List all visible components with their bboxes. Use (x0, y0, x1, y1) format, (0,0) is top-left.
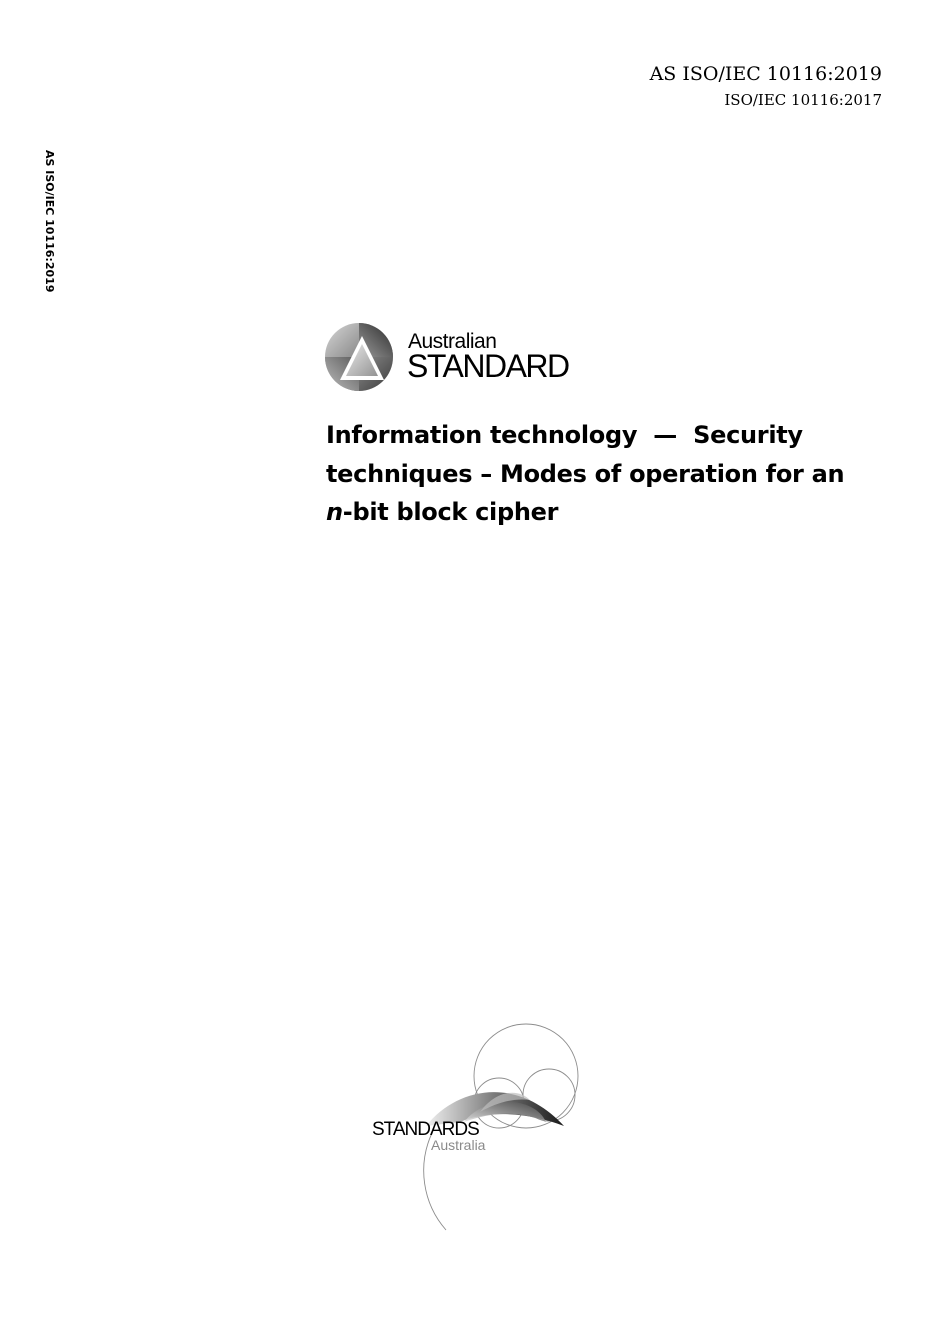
title-italic-n: n (326, 498, 343, 526)
title-line-3: -bit block cipher (342, 498, 559, 526)
logo-word-australian: Australian (408, 330, 497, 353)
standard-number: AS ISO/IEC 10116:2019 (649, 63, 882, 85)
title-line-1: Information technology — Security (326, 421, 803, 449)
triangle-emblem-icon (324, 322, 394, 392)
logo-word-australia: Australia (431, 1137, 486, 1153)
document-title (326, 416, 886, 532)
australian-standard-logo (324, 322, 584, 394)
spine-label: AS ISO/IEC 10116:2019 (43, 150, 56, 293)
iso-number: ISO/IEC 10116:2017 (724, 91, 882, 109)
standards-australia-logo (368, 1018, 588, 1233)
logo-word-standards: STANDARDS (372, 1119, 479, 1140)
logo-word-standard: STANDARD (407, 348, 569, 384)
title-line-2: techniques – Modes of operation for an (326, 459, 845, 488)
